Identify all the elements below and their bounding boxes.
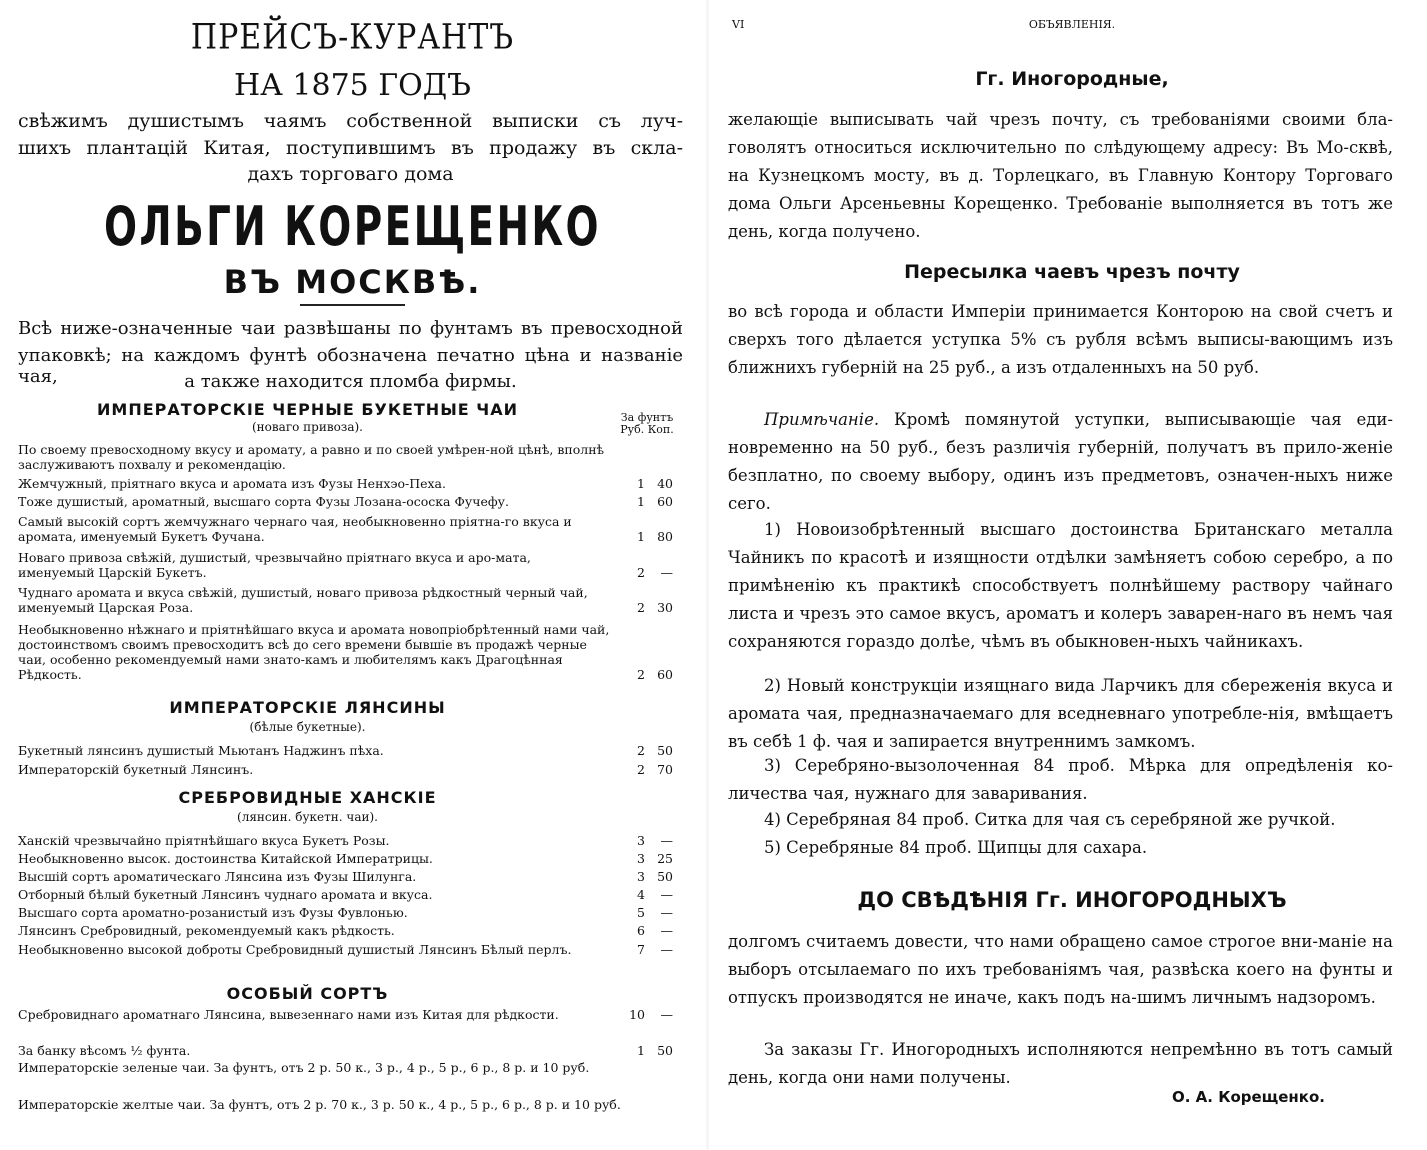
row-text: Букетный лянсинъ душистый Мьютанъ Наджинъ пѣха. (18, 743, 384, 758)
year-line: НА 1875 ГОДЪ (234, 68, 471, 103)
firm-city: ВЪ МОСКВѢ. (223, 263, 482, 301)
price-row (18, 476, 683, 491)
row-text: Необыкновенно высок. достоинства Китайской Императрицы. (18, 851, 433, 866)
price-rub: 2 (637, 762, 645, 777)
price-kop: 50 (657, 1043, 673, 1058)
price-row (18, 1097, 683, 1112)
price-rub: 2 (637, 565, 645, 580)
section-title: ИМПЕРАТОРСКІЕ ЧЕРНЫЕ БУКЕТНЫЕ ЧАИ (97, 400, 518, 419)
note-text: Кромѣ помянутой уступки, выписывающіе чая еди-новременно на 50 руб., безъ различія губерній, получатъ въ прило-женіе безплатно, по своему выбору, одинъ изъ предметовъ, означен-ныхъ ниже сего. (728, 410, 1393, 513)
price-kop: 60 (657, 494, 673, 509)
price-rub: 1 (637, 529, 645, 544)
price-list-title: ПРЕЙСЪ-КУРАНТЪ (190, 17, 515, 58)
row-text: Ханскій чрезвычайно пріятнѣйшаго вкуса Букетъ Розы. (18, 833, 390, 848)
price-row (18, 1007, 683, 1022)
paragraph-attention: долгомъ считаемъ довести, что нами обращено самое строгое вни-маніе на выборъ отсылаемаго по ихъ требованіямъ чая, развѣска коего на фунты и отпускъ производятся не иначе, какъ подъ на-шимъ личнымъ надзоромъ. (728, 932, 1393, 1007)
price-row (18, 942, 683, 957)
row-text: Отборный бѣлый букетный Лянсинъ чуднаго аромата и вкуса. (18, 887, 433, 902)
price-row (18, 869, 683, 884)
price-kop: — (660, 887, 673, 902)
price-rub: 3 (637, 869, 645, 884)
price-kop: 70 (657, 762, 673, 777)
left-page (0, 0, 705, 1150)
paragraph-address: желающіе выписывать чай чрезъ почту, съ требованіями своими бла-говолятъ относиться исключительно по слѣдующему адресу: Въ Мо-сквѣ, на Кузнецкомъ мосту, въ д. Торлецкаго, въ Главную Контору Торговаго дома Ольги Арсеньевны Корещенко. Требованіе выполняется въ тотъ же день, когда получено. (728, 110, 1393, 241)
item-tongs: 5) Серебряные 84 проб. Щипцы для сахара. (764, 838, 1148, 857)
price-column-header (612, 412, 682, 436)
right-page (712, 0, 1427, 1150)
price-rub: 2 (637, 743, 645, 758)
price-rub: 6 (637, 923, 645, 938)
notice-line: а также находится пломба фирмы. (184, 371, 517, 392)
row-text: Высшаго сорта ароматно-розанистый изъ Фузы Фувлонью. (18, 905, 408, 920)
row-text: Необыкновенно нѣжнаго и пріятнѣйшаго вкуса и аромата новопріобрѣтенный нами чай, достоинствомъ своимъ превосходитъ всѣ до сего времени бывшіе въ продажѣ черные чаи, особенно рекомендуемый нами знато-камъ и любителямъ какъ Драгоцѣнная Рѣдкость. (18, 622, 610, 682)
item-teapot: 1) Новоизобрѣтенный высшаго достоинства Британскаго металла Чайникъ по красотѣ и изящности отдѣлки замѣняетъ собою серебро, а по примѣненію къ практикѣ способствуетъ полнѣйшему раствору чайнаго листа и чрезъ это самое вкусъ, ароматъ и колеръ заварен-наго въ немъ чая сохраняются гораздо долѣе, чѣмъ въ обыкновен-ныхъ чайникахъ. (728, 520, 1393, 651)
section-title: ИМПЕРАТОРСКІЕ ЛЯНСИНЫ (169, 698, 446, 717)
row-text: Самый высокій сортъ жемчужнаго чернаго чая, необыкновенно пріятна-го вкуса и аромата, именуемый Букетъ Фучана. (18, 514, 572, 544)
price-row (18, 905, 683, 920)
price-kop: 50 (657, 869, 673, 884)
intro-line: свѣжимъ душистымъ чаямъ собственной выписки съ луч- (18, 110, 683, 132)
section-title: ОСОБЫЙ СОРТЪ (226, 984, 389, 1003)
price-row (18, 851, 683, 866)
heading-postal-delivery: Пересылка чаевъ чрезъ почту (904, 261, 1240, 283)
price-header-currency: Руб. Коп. (620, 423, 674, 436)
price-row (18, 550, 683, 580)
row-text: Тоже душистый, ароматный, высшаго сорта Фузы Лозана-ососка Фучефу. (18, 494, 509, 509)
row-text: По своему превосходному вкусу и аромату, а равно и по своей умѣрен-ной цѣнѣ, вполнѣ заслуживаютъ похвалу и рекомендацію. (18, 442, 605, 472)
intro-line: дахъ торговаго дома (247, 163, 454, 185)
price-rub: 2 (637, 667, 645, 682)
price-kop: — (660, 565, 673, 580)
section-subtitle: (новаго привоза). (252, 420, 363, 434)
price-row (18, 494, 683, 509)
row-text: Чуднаго аромата и вкуса свѣжій, душистый, новаго привоза рѣдкостный черный чай, именуемый Царская Роза. (18, 585, 588, 615)
price-kop: — (660, 905, 673, 920)
price-row (18, 585, 683, 615)
row-text: Императорскіе желтые чаи. За фунтъ, отъ 2 р. 70 к., 3 р. 50 к., 4 р., 5 р., 6 р., 8 р. и 10 руб. (18, 1097, 621, 1112)
row-text: Высшій сортъ ароматическаго Лянсина изъ Фузы Шилунга. (18, 869, 417, 884)
price-rub: 10 (629, 1007, 645, 1022)
price-kop: 60 (657, 667, 673, 682)
title-rule (300, 304, 405, 306)
section-subtitle: (лянсин. букетн. чаи). (237, 810, 378, 824)
heading-inogorodnye: Гг. Иногородные, (975, 68, 1169, 90)
price-rub: 1 (637, 1043, 645, 1058)
row-text: Сребровиднаго ароматнаго Лянсина, вывезеннаго нами изъ Китая для рѣдкости. (18, 1007, 559, 1022)
note-label: Примѣчаніе. (764, 410, 880, 429)
row-text: Необыкновенно высокой доброты Сребровидный душистый Лянсинъ Бѣлый перлъ. (18, 942, 572, 957)
price-header-unit: За фунтъ (620, 411, 674, 424)
price-kop: 25 (657, 851, 673, 866)
price-row (18, 442, 683, 472)
row-text: За банку вѣсомъ ½ фунта. (18, 1043, 191, 1058)
paragraph-postal: во всѣ города и области Имперіи принимается Конторою на свой счетъ и сверхъ того дѣлается уступка 5% съ рубля всѣмъ выписы-вающимъ изъ ближнихъ губерній на 25 руб., а изъ отдаленныхъ на 50 руб. (728, 302, 1393, 377)
price-kop: 30 (657, 600, 673, 615)
price-row (18, 887, 683, 902)
price-kop: 40 (657, 476, 673, 491)
price-row (18, 514, 683, 544)
price-kop: — (660, 942, 673, 957)
price-kop: — (660, 1007, 673, 1022)
price-row (18, 1043, 683, 1058)
row-text: Императорскіе зеленые чаи. За фунтъ, отъ 2 р. 50 к., 3 р., 4 р., 5 р., 6 р., 8 р. и 10 руб. (18, 1060, 590, 1075)
page-gutter (706, 0, 709, 1150)
price-rub: 2 (637, 600, 645, 615)
paragraph-orders: За заказы Гг. Иногородныхъ исполняются непремѣнно въ тотъ самый день, когда они нами получены. (728, 1040, 1393, 1087)
paragraph-note (728, 406, 1393, 518)
price-rub: 1 (637, 476, 645, 491)
intro-line: шихъ плантацій Китая, поступившимъ въ продажу въ скла- (18, 137, 683, 159)
row-text: Императорскій букетный Лянсинъ. (18, 762, 254, 777)
price-kop: — (660, 923, 673, 938)
row-text: Жемчужный, пріятнаго вкуса и аромата изъ Фузы Ненхэо-Пеха. (18, 476, 446, 491)
row-text: Лянсинъ Сребровидный, рекомендуемый какъ рѣдкость. (18, 923, 395, 938)
price-kop: — (660, 833, 673, 848)
price-row (18, 1060, 683, 1075)
price-kop: 50 (657, 743, 673, 758)
price-row (18, 833, 683, 848)
heading-attention: ДО СВѢДѢНІЯ Гг. ИНОГОРОДНЫХЪ (857, 888, 1287, 912)
section-title: СРЕБРОВИДНЫЕ ХАНСКІЕ (178, 788, 437, 807)
price-row (18, 923, 683, 938)
item-measure: 3) Серебряно-вызолоченная 84 проб. Мѣрка для опредѣленія ко-личества чая, нужнаго для заваривания. (728, 756, 1393, 803)
firm-name: ОЛЬГИ КОРЕЩЕНКО (104, 195, 601, 258)
price-rub: 7 (637, 942, 645, 957)
header-title: ОБЪЯВЛЕНІЯ. (1028, 18, 1116, 31)
price-rub: 1 (637, 494, 645, 509)
item-box: 2) Новый конструкціи изящнаго вида Ларчикъ для сбереженія вкуса и аромата чая, предназначаемаго для вседневнаго употребле-нія, вмѣщаетъ въ себѣ 1 ф. чая и запирается внутреннимъ замкомъ. (728, 676, 1393, 751)
price-rub: 3 (637, 833, 645, 848)
price-kop: 80 (657, 529, 673, 544)
item-strainer: 4) Серебряная 84 проб. Ситка для чая съ серебряной же ручкой. (764, 810, 1336, 829)
price-row (18, 622, 683, 682)
signature: О. А. Корещенко. (1172, 1088, 1325, 1106)
price-rub: 5 (637, 905, 645, 920)
notice-line: упаковкѣ; на каждомъ фунтѣ обозначена печатно цѣна и названіе чая, (18, 345, 683, 387)
price-row (18, 743, 683, 758)
price-rub: 4 (637, 887, 645, 902)
notice-line: Всѣ ниже-означенные чаи развѣшаны по фунтамъ въ превосходной (18, 318, 683, 339)
price-row (18, 762, 683, 777)
row-text: Новаго привоза свѣжій, душистый, чрезвычайно пріятнаго вкуса и аро-мата, именуемый Царскій Букетъ. (18, 550, 531, 580)
section-subtitle: (бѣлые букетные). (249, 720, 366, 734)
page-number: VI (732, 18, 745, 31)
price-rub: 3 (637, 851, 645, 866)
